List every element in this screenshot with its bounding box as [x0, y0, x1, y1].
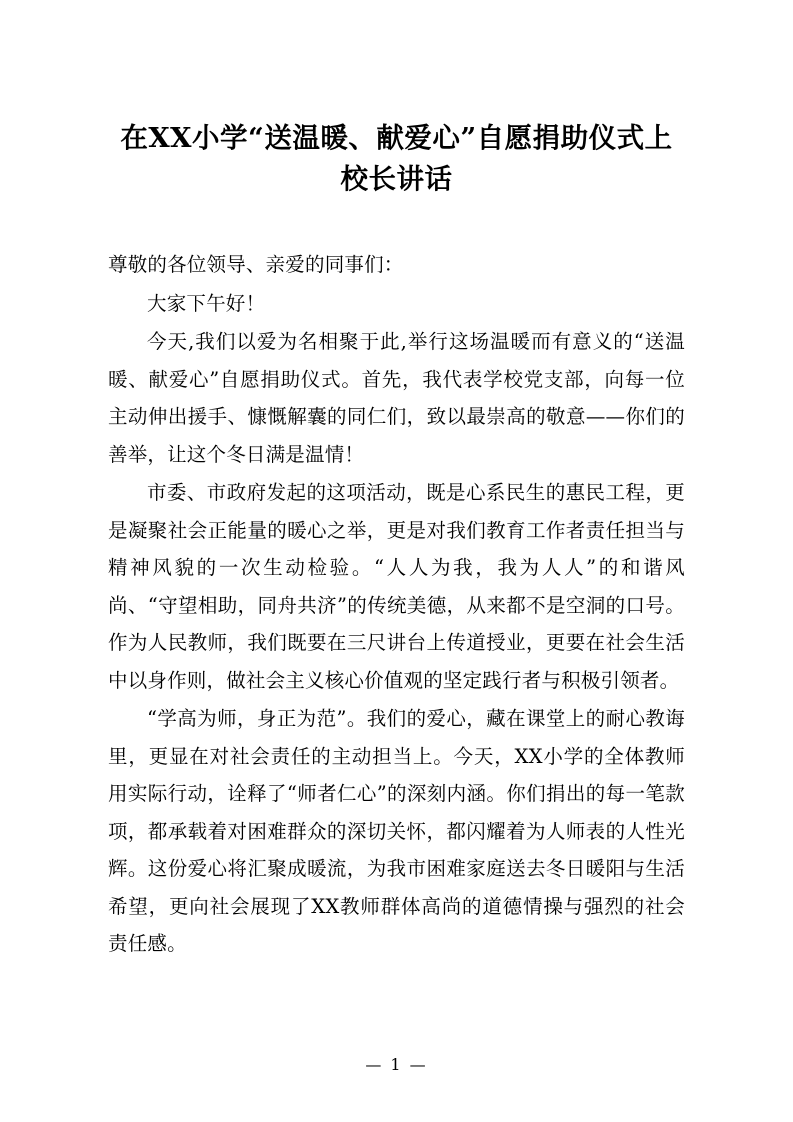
page-number: — 1 —: [365, 1055, 428, 1074]
paragraph-opening: 今天,我们以爱为名相聚于此,举行这场温暖而有意义的“送温暖、献爱心”自愿捐助仪式。首先，我代表学校党支部，向每一位主动伸出援手、慷慨解囊的同仁们，致以最崇高的敬意——你们的善举，让这个冬日满是温情！: [108, 330, 685, 466]
paragraph-salutation: 尊敬的各位领导、亲爱的同事们：: [108, 253, 404, 276]
paragraph-campaign: 市委、市政府发起的这项活动，既是心系民生的惠民工程，更是凝聚社会正能量的暖心之举，更是对我们教育工作者责任担当与精神风貌的一次生动检验。“人人为我，我为人人”的和谐风尚、“守望相助，同舟共济”的传统美德，从来都不是空洞的口号。作为人民教师，我们既要在三尺讲台上传道授业，更要在社会生活中以身作则，做社会主义核心价值观的坚定践行者与积极引领者。: [108, 481, 685, 692]
page-title: 在XX小学“送温暖、献爱心”自愿捐助仪式上校长讲话: [120, 122, 673, 195]
document-body: [108, 246, 685, 963]
paragraph-greeting: 大家下午好！: [147, 291, 266, 315]
paragraph-teachers: “学高为师，身正为范”。我们的爱心，藏在课堂上的耐心教诲里，更显在对社会责任的主动担当上。今天，XX小学的全体教师用实际行动，诠释了“师者仁心”的深刻内涵。你们捐出的每一笔款项，都承载着对困难群众的深切关怀，都闪耀着为人师表的人性光辉。这份爱心将汇聚成暖流，为我市困难家庭送去冬日暖阳与生活希望，更向社会展现了XX教师群体高尚的道德情操与强烈的社会责任感。: [108, 707, 685, 955]
